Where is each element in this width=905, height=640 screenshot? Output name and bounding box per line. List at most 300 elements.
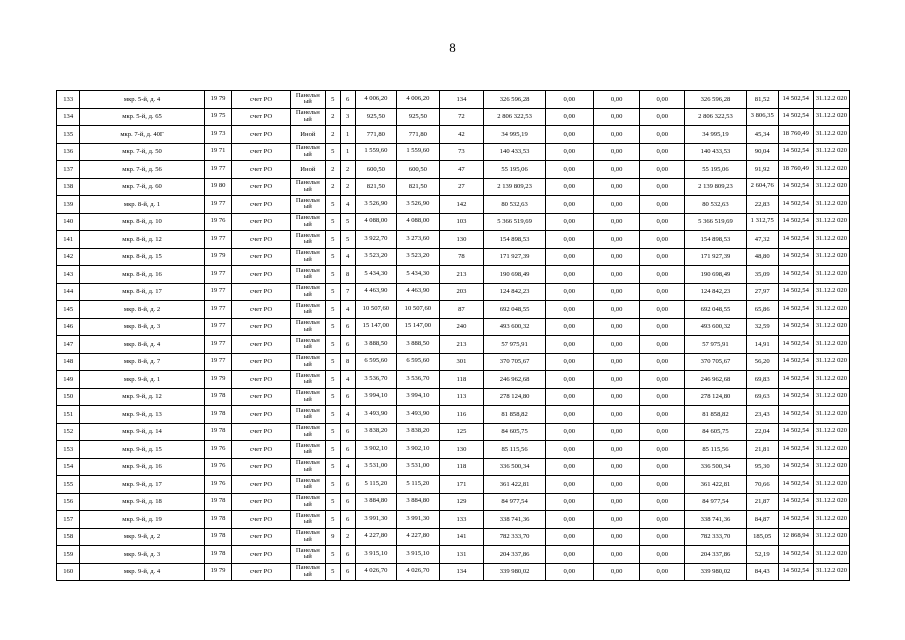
total-area-cell: 15 147,00: [355, 318, 396, 336]
row-number-cell: 144: [57, 283, 80, 301]
cost-budget-cell: 0,00: [593, 511, 640, 529]
fund-method-cell: счет РО: [232, 143, 290, 161]
wall-material-cell: Панельн ый: [290, 493, 325, 511]
wall-material-cell: Панельн ый: [290, 178, 325, 196]
entrances-cell: 5: [340, 213, 355, 231]
fund-method-cell: счет РО: [232, 546, 290, 564]
total-cost-cell: 204 337,86: [484, 546, 546, 564]
cost-other-cell: 0,00: [640, 511, 685, 529]
row-number-cell: 133: [57, 91, 80, 109]
entrances-cell: 3: [340, 108, 355, 126]
max-cost-per-m2-cell: 14 502,54: [778, 283, 813, 301]
cost-other-cell: 0,00: [640, 318, 685, 336]
cost-other-cell: 0,00: [640, 336, 685, 354]
total-cost-cell: 81 858,82: [484, 406, 546, 424]
total-area-cell: 3 884,80: [355, 493, 396, 511]
total-cost-cell: 2 139 809,23: [484, 178, 546, 196]
address-cell: мкр. 8-й, д. 2: [80, 301, 204, 319]
wall-material-cell: Панельн ый: [290, 406, 325, 424]
living-area-cell: 3 523,20: [397, 248, 440, 266]
row-number-cell: 145: [57, 301, 80, 319]
build-year-cell: 19 73: [204, 126, 232, 144]
deadline-cell: 31.12.2 020: [813, 441, 849, 459]
entrances-cell: 2: [340, 161, 355, 179]
fund-method-cell: счет РО: [232, 213, 290, 231]
entrances-cell: 6: [340, 388, 355, 406]
deadline-cell: 31.12.2 020: [813, 493, 849, 511]
address-cell: мкр. 8-й, д. 3: [80, 318, 204, 336]
wall-material-cell: Панельн ый: [290, 511, 325, 529]
deadline-cell: 31.12.2 020: [813, 283, 849, 301]
row-number-cell: 143: [57, 266, 80, 284]
wall-material-cell: Иной: [290, 126, 325, 144]
fund-method-cell: счет РО: [232, 511, 290, 529]
cost-budget-cell: 0,00: [593, 266, 640, 284]
wall-material-cell: Панельн ый: [290, 248, 325, 266]
cost-budget-cell: 0,00: [593, 126, 640, 144]
entrances-cell: 6: [340, 91, 355, 109]
cost-budget-cell: 0,00: [593, 336, 640, 354]
living-area-cell: 5 115,20: [397, 476, 440, 494]
cost-owners-cell: 190 698,49: [685, 266, 747, 284]
floors-cell: 2: [325, 178, 340, 196]
table-row: [57, 231, 850, 249]
cost-budget-cell: 0,00: [593, 371, 640, 389]
build-year-cell: 19 76: [204, 458, 232, 476]
address-cell: мкр. 8-й, д. 15: [80, 248, 204, 266]
cost-other-cell: 0,00: [640, 231, 685, 249]
floors-cell: 5: [325, 371, 340, 389]
build-year-cell: 19 78: [204, 406, 232, 424]
cost-fund-cell: 0,00: [545, 161, 593, 179]
row-number-cell: 139: [57, 196, 80, 214]
cost-owners-cell: 81 858,82: [685, 406, 747, 424]
cost-per-m2-cell: 84,87: [746, 511, 778, 529]
cost-owners-cell: 493 600,32: [685, 318, 747, 336]
living-area-cell: 3 536,70: [397, 371, 440, 389]
cost-fund-cell: 0,00: [545, 458, 593, 476]
max-cost-per-m2-cell: 14 502,54: [778, 388, 813, 406]
residents-cell: 72: [439, 108, 484, 126]
deadline-cell: 31.12.2 020: [813, 353, 849, 371]
cost-per-m2-cell: 52,19: [746, 546, 778, 564]
cost-fund-cell: 0,00: [545, 511, 593, 529]
build-year-cell: 19 77: [204, 318, 232, 336]
cost-other-cell: 0,00: [640, 143, 685, 161]
cost-owners-cell: 692 048,55: [685, 301, 747, 319]
address-cell: мкр. 9-й, д. 15: [80, 441, 204, 459]
cost-budget-cell: 0,00: [593, 406, 640, 424]
fund-method-cell: счет РО: [232, 318, 290, 336]
entrances-cell: 8: [340, 266, 355, 284]
cost-owners-cell: 57 975,91: [685, 336, 747, 354]
cost-budget-cell: 0,00: [593, 178, 640, 196]
cost-budget-cell: 0,00: [593, 213, 640, 231]
deadline-cell: 31.12.2 020: [813, 91, 849, 109]
total-cost-cell: 246 962,68: [484, 371, 546, 389]
cost-per-m2-cell: 14,91: [746, 336, 778, 354]
living-area-cell: 4 006,20: [397, 91, 440, 109]
total-cost-cell: 326 596,28: [484, 91, 546, 109]
max-cost-per-m2-cell: 18 760,49: [778, 161, 813, 179]
cost-other-cell: 0,00: [640, 441, 685, 459]
max-cost-per-m2-cell: 14 502,54: [778, 476, 813, 494]
table-row: [57, 91, 850, 109]
total-cost-cell: 85 115,56: [484, 441, 546, 459]
cost-fund-cell: 0,00: [545, 196, 593, 214]
address-cell: мкр. 8-й, д. 7: [80, 353, 204, 371]
total-area-cell: 3 536,70: [355, 371, 396, 389]
deadline-cell: 31.12.2 020: [813, 231, 849, 249]
cost-fund-cell: 0,00: [545, 318, 593, 336]
deadline-cell: 31.12.2 020: [813, 196, 849, 214]
address-cell: мкр. 5-й, д. 65: [80, 108, 204, 126]
living-area-cell: 3 526,90: [397, 196, 440, 214]
total-area-cell: 821,50: [355, 178, 396, 196]
deadline-cell: 31.12.2 020: [813, 266, 849, 284]
table-row: [57, 546, 850, 564]
cost-per-m2-cell: 69,63: [746, 388, 778, 406]
fund-method-cell: счет РО: [232, 283, 290, 301]
cost-owners-cell: 5 366 519,69: [685, 213, 747, 231]
row-number-cell: 134: [57, 108, 80, 126]
cost-owners-cell: 338 741,36: [685, 511, 747, 529]
wall-material-cell: Панельн ый: [290, 318, 325, 336]
cost-budget-cell: 0,00: [593, 441, 640, 459]
deadline-cell: 31.12.2 020: [813, 336, 849, 354]
fund-method-cell: счет РО: [232, 108, 290, 126]
floors-cell: 5: [325, 388, 340, 406]
wall-material-cell: Панельн ый: [290, 108, 325, 126]
floors-cell: 5: [325, 476, 340, 494]
register-table: [56, 90, 850, 581]
table-row: [57, 283, 850, 301]
residents-cell: 171: [439, 476, 484, 494]
floors-cell: 5: [325, 423, 340, 441]
deadline-cell: 31.12.2 020: [813, 406, 849, 424]
address-cell: мкр. 8-й, д. 1: [80, 196, 204, 214]
total-cost-cell: 782 333,70: [484, 528, 546, 546]
cost-per-m2-cell: 21,81: [746, 441, 778, 459]
row-number-cell: 159: [57, 546, 80, 564]
living-area-cell: 1 559,60: [397, 143, 440, 161]
residents-cell: 113: [439, 388, 484, 406]
build-year-cell: 19 76: [204, 213, 232, 231]
residents-cell: 213: [439, 336, 484, 354]
table-row: [57, 353, 850, 371]
fund-method-cell: счет РО: [232, 493, 290, 511]
max-cost-per-m2-cell: 14 502,54: [778, 423, 813, 441]
fund-method-cell: счет РО: [232, 371, 290, 389]
total-cost-cell: 692 048,55: [484, 301, 546, 319]
total-area-cell: 3 523,20: [355, 248, 396, 266]
max-cost-per-m2-cell: 14 502,54: [778, 213, 813, 231]
fund-method-cell: счет РО: [232, 178, 290, 196]
cost-per-m2-cell: 95,30: [746, 458, 778, 476]
total-cost-cell: 55 195,06: [484, 161, 546, 179]
cost-fund-cell: 0,00: [545, 248, 593, 266]
entrances-cell: 4: [340, 248, 355, 266]
residents-cell: 47: [439, 161, 484, 179]
living-area-cell: 3 888,50: [397, 336, 440, 354]
cost-budget-cell: 0,00: [593, 353, 640, 371]
row-number-cell: 136: [57, 143, 80, 161]
cost-per-m2-cell: 56,20: [746, 353, 778, 371]
cost-other-cell: 0,00: [640, 91, 685, 109]
cost-budget-cell: 0,00: [593, 546, 640, 564]
build-year-cell: 19 77: [204, 231, 232, 249]
living-area-cell: 10 507,60: [397, 301, 440, 319]
total-cost-cell: 154 898,53: [484, 231, 546, 249]
cost-owners-cell: 246 962,68: [685, 371, 747, 389]
deadline-cell: 31.12.2 020: [813, 511, 849, 529]
cost-fund-cell: 0,00: [545, 143, 593, 161]
cost-budget-cell: 0,00: [593, 91, 640, 109]
total-cost-cell: 2 806 322,53: [484, 108, 546, 126]
table-row: [57, 126, 850, 144]
entrances-cell: 4: [340, 196, 355, 214]
fund-method-cell: счет РО: [232, 563, 290, 581]
entrances-cell: 6: [340, 318, 355, 336]
cost-budget-cell: 0,00: [593, 108, 640, 126]
max-cost-per-m2-cell: 14 502,54: [778, 178, 813, 196]
cost-other-cell: 0,00: [640, 161, 685, 179]
cost-fund-cell: 0,00: [545, 441, 593, 459]
cost-fund-cell: 0,00: [545, 493, 593, 511]
max-cost-per-m2-cell: 14 502,54: [778, 406, 813, 424]
address-cell: мкр. 9-й, д. 14: [80, 423, 204, 441]
address-cell: мкр. 9-й, д. 3: [80, 546, 204, 564]
cost-fund-cell: 0,00: [545, 283, 593, 301]
table-row: [57, 423, 850, 441]
cost-other-cell: 0,00: [640, 406, 685, 424]
cost-per-m2-cell: 185,05: [746, 528, 778, 546]
living-area-cell: 600,50: [397, 161, 440, 179]
cost-budget-cell: 0,00: [593, 458, 640, 476]
floors-cell: 5: [325, 406, 340, 424]
table-row: [57, 266, 850, 284]
cost-owners-cell: 85 115,56: [685, 441, 747, 459]
entrances-cell: 6: [340, 336, 355, 354]
cost-per-m2-cell: 22,04: [746, 423, 778, 441]
build-year-cell: 19 78: [204, 493, 232, 511]
cost-fund-cell: 0,00: [545, 563, 593, 581]
total-area-cell: 5 434,30: [355, 266, 396, 284]
cost-per-m2-cell: 48,80: [746, 248, 778, 266]
address-cell: мкр. 8-й, д. 10: [80, 213, 204, 231]
table-row: [57, 406, 850, 424]
total-cost-cell: 5 366 519,69: [484, 213, 546, 231]
deadline-cell: 31.12.2 020: [813, 528, 849, 546]
cost-budget-cell: 0,00: [593, 493, 640, 511]
entrances-cell: 6: [340, 441, 355, 459]
total-cost-cell: 190 698,49: [484, 266, 546, 284]
address-cell: мкр. 9-й, д. 17: [80, 476, 204, 494]
total-area-cell: 3 531,00: [355, 458, 396, 476]
address-cell: мкр. 8-й, д. 12: [80, 231, 204, 249]
total-area-cell: 4 463,90: [355, 283, 396, 301]
total-area-cell: 4 006,20: [355, 91, 396, 109]
cost-other-cell: 0,00: [640, 371, 685, 389]
fund-method-cell: счет РО: [232, 161, 290, 179]
cost-owners-cell: 336 500,34: [685, 458, 747, 476]
deadline-cell: 31.12.2 020: [813, 213, 849, 231]
deadline-cell: 31.12.2 020: [813, 546, 849, 564]
cost-budget-cell: 0,00: [593, 196, 640, 214]
residents-cell: 134: [439, 563, 484, 581]
table-row: [57, 388, 850, 406]
cost-fund-cell: 0,00: [545, 371, 593, 389]
fund-method-cell: счет РО: [232, 423, 290, 441]
living-area-cell: 15 147,00: [397, 318, 440, 336]
total-area-cell: 1 559,60: [355, 143, 396, 161]
max-cost-per-m2-cell: 14 502,54: [778, 546, 813, 564]
residents-cell: 301: [439, 353, 484, 371]
floors-cell: 5: [325, 336, 340, 354]
cost-budget-cell: 0,00: [593, 283, 640, 301]
cost-owners-cell: 2 139 809,23: [685, 178, 747, 196]
fund-method-cell: счет РО: [232, 91, 290, 109]
deadline-cell: 31.12.2 020: [813, 301, 849, 319]
residents-cell: 134: [439, 91, 484, 109]
deadline-cell: 31.12.2 020: [813, 458, 849, 476]
floors-cell: 9: [325, 528, 340, 546]
cost-budget-cell: 0,00: [593, 423, 640, 441]
residents-cell: 118: [439, 371, 484, 389]
fund-method-cell: счет РО: [232, 266, 290, 284]
address-cell: мкр. 8-й, д. 17: [80, 283, 204, 301]
entrances-cell: 7: [340, 283, 355, 301]
living-area-cell: 4 088,00: [397, 213, 440, 231]
living-area-cell: 821,50: [397, 178, 440, 196]
row-number-cell: 156: [57, 493, 80, 511]
cost-owners-cell: 2 806 322,53: [685, 108, 747, 126]
floors-cell: 2: [325, 161, 340, 179]
max-cost-per-m2-cell: 14 502,54: [778, 371, 813, 389]
living-area-cell: 3 493,90: [397, 406, 440, 424]
total-cost-cell: 339 980,02: [484, 563, 546, 581]
cost-owners-cell: 171 927,39: [685, 248, 747, 266]
cost-owners-cell: 278 124,80: [685, 388, 747, 406]
cost-per-m2-cell: 32,59: [746, 318, 778, 336]
address-cell: мкр. 8-й, д. 4: [80, 336, 204, 354]
total-cost-cell: 140 433,53: [484, 143, 546, 161]
cost-fund-cell: 0,00: [545, 301, 593, 319]
living-area-cell: 6 595,60: [397, 353, 440, 371]
row-number-cell: 141: [57, 231, 80, 249]
wall-material-cell: Панельн ый: [290, 301, 325, 319]
cost-per-m2-cell: 1 312,75: [746, 213, 778, 231]
entrances-cell: 4: [340, 406, 355, 424]
build-year-cell: 19 71: [204, 143, 232, 161]
living-area-cell: 4 026,70: [397, 563, 440, 581]
deadline-cell: 31.12.2 020: [813, 143, 849, 161]
build-year-cell: 19 78: [204, 388, 232, 406]
cost-per-m2-cell: 91,92: [746, 161, 778, 179]
cost-owners-cell: 361 422,81: [685, 476, 747, 494]
residents-cell: 73: [439, 143, 484, 161]
cost-other-cell: 0,00: [640, 423, 685, 441]
floors-cell: 5: [325, 546, 340, 564]
cost-per-m2-cell: 27,97: [746, 283, 778, 301]
address-cell: мкр. 7-й, д. 50: [80, 143, 204, 161]
row-number-cell: 151: [57, 406, 80, 424]
build-year-cell: 19 78: [204, 528, 232, 546]
cost-per-m2-cell: 65,86: [746, 301, 778, 319]
total-area-cell: 3 922,70: [355, 231, 396, 249]
cost-owners-cell: 339 980,02: [685, 563, 747, 581]
residents-cell: 78: [439, 248, 484, 266]
address-cell: мкр. 5-й, д. 4: [80, 91, 204, 109]
entrances-cell: 8: [340, 353, 355, 371]
living-area-cell: 3 994,10: [397, 388, 440, 406]
floors-cell: 5: [325, 283, 340, 301]
cost-fund-cell: 0,00: [545, 476, 593, 494]
cost-owners-cell: 55 195,06: [685, 161, 747, 179]
address-cell: мкр. 9-й, д. 4: [80, 563, 204, 581]
floors-cell: 5: [325, 91, 340, 109]
fund-method-cell: счет РО: [232, 301, 290, 319]
entrances-cell: 6: [340, 493, 355, 511]
cost-fund-cell: 0,00: [545, 423, 593, 441]
total-cost-cell: 278 124,80: [484, 388, 546, 406]
total-cost-cell: 370 705,67: [484, 353, 546, 371]
residents-cell: 118: [439, 458, 484, 476]
floors-cell: 5: [325, 353, 340, 371]
row-number-cell: 158: [57, 528, 80, 546]
cost-fund-cell: 0,00: [545, 266, 593, 284]
floors-cell: 5: [325, 441, 340, 459]
build-year-cell: 19 79: [204, 563, 232, 581]
total-cost-cell: 124 842,23: [484, 283, 546, 301]
entrances-cell: 4: [340, 458, 355, 476]
residents-cell: 42: [439, 126, 484, 144]
entrances-cell: 4: [340, 371, 355, 389]
max-cost-per-m2-cell: 14 502,54: [778, 91, 813, 109]
living-area-cell: 4 463,90: [397, 283, 440, 301]
deadline-cell: 31.12.2 020: [813, 388, 849, 406]
cost-per-m2-cell: 2 604,76: [746, 178, 778, 196]
table-row: [57, 371, 850, 389]
cost-owners-cell: 204 337,86: [685, 546, 747, 564]
cost-owners-cell: 140 433,53: [685, 143, 747, 161]
address-cell: мкр. 7-й, д. 40Г: [80, 126, 204, 144]
table-row: [57, 178, 850, 196]
table-row: [57, 318, 850, 336]
wall-material-cell: Панельн ый: [290, 283, 325, 301]
entrances-cell: 1: [340, 143, 355, 161]
living-area-cell: 3 531,00: [397, 458, 440, 476]
total-area-cell: 771,80: [355, 126, 396, 144]
max-cost-per-m2-cell: 14 502,54: [778, 231, 813, 249]
cost-budget-cell: 0,00: [593, 231, 640, 249]
fund-method-cell: счет РО: [232, 406, 290, 424]
cost-per-m2-cell: 45,34: [746, 126, 778, 144]
page-number: 8: [449, 40, 456, 55]
cost-owners-cell: 370 705,67: [685, 353, 747, 371]
build-year-cell: 19 78: [204, 511, 232, 529]
wall-material-cell: Панельн ый: [290, 458, 325, 476]
cost-budget-cell: 0,00: [593, 143, 640, 161]
floors-cell: 5: [325, 301, 340, 319]
address-cell: мкр. 9-й, д. 2: [80, 528, 204, 546]
cost-per-m2-cell: 23,43: [746, 406, 778, 424]
table-row: [57, 493, 850, 511]
total-area-cell: 4 088,00: [355, 213, 396, 231]
table-row: [57, 143, 850, 161]
floors-cell: 5: [325, 318, 340, 336]
living-area-cell: 3 915,10: [397, 546, 440, 564]
